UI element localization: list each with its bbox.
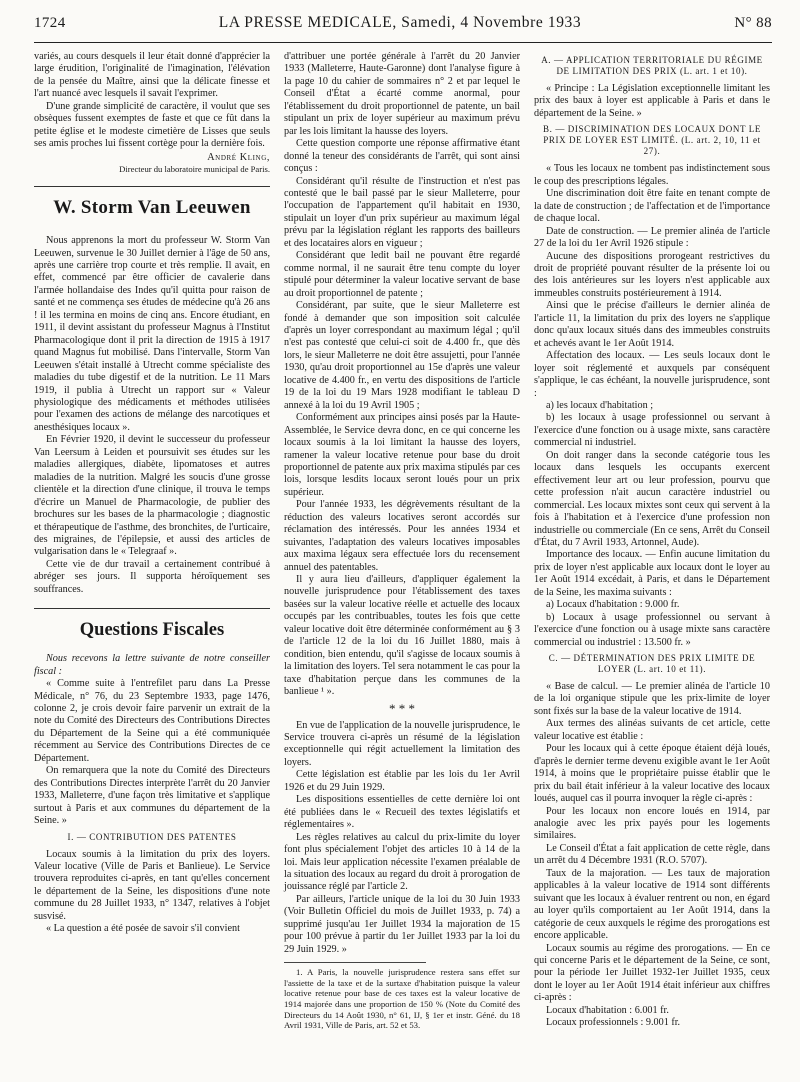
paragraph: Il y aura lieu d'ailleurs, d'appliquer également la nouvelle jurisprudence pour l'établissement des taxes basées sur la valeur locative réelle et actuelle des locaux occupés par les contribuables, toutes les fois que cette valeur locative doit être déterminée conformément au § 3 de l'article 12 de la loi du 16 Juillet 1880, mais à condition, bien entendu, qu'il s'agisse de locaux soumis à la limitation des loyers. Tel sera notamment le cas pour la taxe d'habitation perçue dans les communes de la banlieue ¹ ». bbox=[284, 574, 520, 698]
paragraph: Locaux professionnels : 9.001 fr. bbox=[546, 1017, 681, 1029]
paragraph: Conformément aux principes ainsi posés par la Haute-Assemblée, le Service devra donc, en ce qui concerne les locaux soumis à la loi limitant la hausse des loyers, ramener la valeur locative retenue pour base du droit proportionnel de patente aux prix maxima stipulés par ces lois, lorsque lesdits locaux seront loués pour un prix supérieur. bbox=[284, 412, 520, 498]
paragraph: Aucune des dispositions prorogeant restrictives du droit de propriété pouvant résulter de la présente loi ou des lois antérieures sur les loyers n'est applicable aux immeubles construits postérieurement à 1914. bbox=[534, 250, 770, 299]
paragraph: d'attribuer une portée générale à l'arrêt du 20 Janvier 1933 (Malleterre, Haute-Garonne) dont l'analyse figure à la page 10 du cahier de sommaires n° 2 et par lequel le Conseil d'État a écarté comme anormal, pour l'établissement du droit proportionnel de patente, un bail stipulant un prix de loyer supérieur au maximum prévu par les lois limitant la hausse des loyers. bbox=[284, 51, 520, 137]
journal-title: LA PRESSE MEDICALE, Samedi, 4 Novembre 1933 bbox=[218, 14, 582, 31]
paragraph: « Tous les locaux ne tombent pas indistinctement sous le coup des prescriptions légales. bbox=[534, 163, 770, 187]
divider bbox=[34, 608, 270, 609]
paragraph: Aux termes des alinéas suivants de cet article, cette valeur locative est établie : bbox=[534, 718, 770, 742]
column-2 bbox=[284, 51, 520, 1061]
obituary-title: W. Storm Van Leeuwen bbox=[53, 197, 251, 219]
divider bbox=[34, 186, 270, 187]
signature-name: André Kling, bbox=[207, 151, 270, 163]
paragraph: variés, au cours desquels il leur était donné d'apprécier la large érudition, l'originalité de l'imagination, l'élévation de la pensée du Maître, ainsi que la délicate finesse et l'art nuancé avec lesquels il savait l'exprimer. bbox=[34, 51, 270, 100]
fiscal-title: Questions Fiscales bbox=[79, 620, 225, 641]
paragraph: a) Locaux d'habitation : 9.000 fr. bbox=[546, 599, 680, 611]
paragraph: Pour l'année 1933, les dégrèvements résultant de la réduction des valeurs locatives seront accordés sur réclamation des intéressés. Pour les années 1934 et suivantes, l'adaptation des valeurs locatives imposables aux maxima légaux sera effectuée lors du recensement annuel des patentables. bbox=[284, 499, 520, 573]
paragraph: Locaux d'habitation : 6.001 fr. bbox=[546, 1004, 669, 1016]
paragraph: Considérant, par suite, que le sieur Malleterre est fondé à demander que son imposition soit calculée d'après un loyer correspondant au maximum légal ; qu'il n'est pas contesté que celui-ci soit de 4.400 fr., que dès lors, le sieur Malleterre ne doit être assujetti, pour l'année 1930, qu'au droit proportionnel au 15e d'après une valeur locative de 4.400 fr., en vertu des dispositions de l'article 19 de la loi du 19 Mars 1928 modifiant le tableau D annexé à la loi du 19 Avril 1905 ; bbox=[284, 300, 520, 411]
paragraph: « Base de calcul. — Le premier alinéa de l'article 10 de la loi organique stipule que les prix-limite de loyer sont fixés sur la base de la valeur locative de 1914. bbox=[534, 681, 770, 717]
column-3 bbox=[534, 51, 770, 1061]
column-1 bbox=[34, 51, 270, 1061]
paragraph: Locaux soumis au régime des prorogations. — En ce qui concerne Paris et le département de la Seine, ce sont, pour la période 1er Juillet 1932-1er Juillet 1935, ceux dont le loyer au 1er Août 1914 était inférieur aux chiffres ci-après : bbox=[534, 942, 770, 1004]
footnote: 1. A Paris, la nouvelle jurisprudence restera sans effet sur l'assiette de la taxe et de la surtaxe d'habitation puisque la valeur locative retenue pour base de ces taxes est la valeur locative de 1914 majorée dans une proportion de 150 % (Note du Comité des Directeurs du 14 Août 1930, n° 61, IJ, § 1er et instr. Géné. du 18 Avril 1931, Ville de Paris, art. 52 et 53. bbox=[284, 967, 520, 1031]
paragraph: Le Conseil d'État a fait application de cette règle, dans un arrêt du 4 Décembre 1931 (R.O. 5707). bbox=[534, 842, 770, 867]
paragraph: D'une grande simplicité de caractère, il voulut que ses obsèques fussent exemptes de faste et que ce fût dans la petite église et le modeste cimetière de Lisses que seuls ses amis proches lui fissent cortège pour la dernière fois. bbox=[34, 100, 270, 150]
paragraph: En Février 1920, il devint le successeur du professeur Van Leersum à Leiden et poursuivit ses études sur les maladies allergiques, diabète, lipomatoses et autres maladies de la nutrition. Malgré les soucis d'une grosse clientèle et la direction d'une clinique, il trouva le temps d'écrire un Manuel de Pharmacologie, de publier des brochures sur les bases de la pharmacologie ; diagnostic et thérapeutique de l'asthme, des bronchites, de l'urticaire, des migraines, de l'épilepsie, et aussi des articles de vulgarisation dans le « Telegraaf ». bbox=[34, 434, 270, 558]
paragraph: a) les locaux d'habitation ; bbox=[546, 399, 654, 411]
paragraph: « Comme suite à l'entrefilet paru dans La Presse Médicale, n° 76, du 23 Septembre 1933, page 1476, colonne 2, je crois devoir faire parvenir un extrait de la note du Comité des Directeurs des Contributions Directes du Département de la Seine qui a été communiquée récemment au Service des Contributions Directes de ce Département. bbox=[34, 678, 270, 764]
section-heading-c: C. — DÉTERMINATION DES PRIX LIMITE DE LOYER (L. art. 10 et 11). bbox=[548, 653, 756, 675]
paragraph: Une discrimination doit être faite en tenant compte de la date de construction ; de l'affectation et de l'importance de chaque local. bbox=[534, 188, 770, 225]
paragraph: Cette question comporte une réponse affirmative étant donné la teneur des considérants de l'arrêt, qui sont ainsi conçus : bbox=[284, 138, 520, 175]
paragraph: On remarquera que la note du Comité des Directeurs des Contributions Directes interprète l'arrêt du 20 Janvier 1933, Malleterre, d'une façon très limitative et s'applique surtout à Paris et aux communes du département de la Seine. » bbox=[34, 765, 270, 827]
paragraph bbox=[34, 653, 270, 678]
paragraph: Locaux soumis à la limitation du prix des loyers. Valeur locative (Ville de Paris et Banlieue). Le Service trouvera reproduites ci-après, en tant qu'elles concernent le département de la Seine, les dispositions d'une note commune du 28 Juillet 1933, n° 1347, relatives à l'objet susvisé. bbox=[34, 848, 270, 922]
paragraph: Affectation des locaux. — Les seuls locaux dont le loyer soit réglementé et auxquels par conséquent s'applique, le cas échéant, la nouvelle jurisprudence, sont : bbox=[534, 350, 770, 399]
asterism: * * * bbox=[389, 700, 415, 716]
issue-number: N° 88 bbox=[734, 15, 772, 31]
fiscal-intro: Nous recevons la lettre suivante de notre conseiller fiscal : bbox=[34, 653, 270, 677]
paragraph: Date de construction. — Le premier alinéa de l'article 27 de la loi du 1er Avril 1926 stipule : bbox=[534, 225, 770, 250]
page-header bbox=[34, 14, 772, 43]
paragraph: Les dispositions essentielles de cette dernière loi ont été publiées dans le « Recueil des textes législatifs et réglementaires ». bbox=[284, 794, 520, 831]
signature bbox=[34, 152, 270, 174]
paragraph: Cette vie de dur travail a certainement contribué à abréger ses jours. Il supporta héroïquement ses souffrances. bbox=[34, 558, 270, 595]
paragraph: Les règles relatives au calcul du prix-limite du loyer font plus spécialement l'objet des articles 10 à 14 de la loi. Mais leur application nécessite l'examen préalable de la situation des locaux au regard du droit à prorogation de jouissance réglé par l'article 2. bbox=[284, 831, 520, 893]
paragraph: Par ailleurs, l'article unique de la loi du 30 Juin 1933 (Voir Bulletin Officiel du mois de Juillet 1933, p. 74) a supprimé jusqu'au 1er Juillet 1934 la majoration de 15 pour 100 prévue à partir du 1er Juillet 1933 par la loi du 29 Juin 1929. » bbox=[284, 893, 520, 955]
page-number: 1724 bbox=[34, 15, 66, 31]
paragraph: « Principe : La Législation exceptionnelle limitant les prix des baux à loyer est applicable à Paris et dans le département de la Seine. » bbox=[534, 83, 770, 119]
section-heading-a: A. — APPLICATION TERRITORIALE DU RÉGIME DE LIMITATION DES PRIX (L. art. 1 et 10). bbox=[541, 55, 763, 76]
paragraph: Pour les locaux non encore loués en 1914, par analogie avec les prix payés pour les logements similaires. bbox=[534, 805, 770, 842]
columns bbox=[34, 51, 772, 1061]
section-heading: I. — CONTRIBUTION DES PATENTES bbox=[67, 831, 237, 842]
section-heading-b: B. — DISCRIMINATION DES LOCAUX DONT LE PRIX DE LOYER EST LIMITÉ. (L. art. 2, 10, 11 et 27). bbox=[543, 124, 761, 157]
paragraph: b) Locaux à usage professionnel ou servant à l'exercice d'une fonction ou à usage mixte sans caractère commercial ou industriel : 13.500 fr. » bbox=[534, 611, 770, 648]
paragraph: b) les locaux à usage professionnel ou servant à l'exercice d'une fonction ou à usage mixte, sans caractère commercial ni industriel. bbox=[534, 412, 770, 449]
paragraph: Taux de la majoration. — Les taux de majoration applicables à la valeur locative de 1914 sont différents suivant que les locaux à évaluer rentrent ou non, en égard au loyer qu'ils comportaient au 1er Août 1914, dans la catégorie de ceux auxquels le régime des prorogations est encore applicable. bbox=[534, 867, 770, 942]
footnote-divider bbox=[284, 962, 426, 963]
paragraph: Cette législation est établie par les lois du 1er Avril 1926 et du 29 Juin 1929. bbox=[284, 769, 520, 793]
paragraph: Importance des locaux. — Enfin aucune limitation du prix de loyer n'est applicable aux locaux dont le loyer au 1er Août 1914 excédait, à Paris, et dans le Département de la Seine, les maxima suivants : bbox=[534, 549, 770, 598]
paragraph: Considérant qu'il résulte de l'instruction et n'est pas contesté que le bail passé par le sieur Malleterre, pour l'occupation de l'appartement qu'il habitait en 1930, stipulait un loyer d'un prix supérieur au maximum légal prévu par la législation réglant les rapports des bailleurs et des locataires alors en vigueur ; bbox=[284, 175, 520, 249]
signature-role: Directeur du laboratoire municipal de Paris. bbox=[119, 164, 270, 175]
paragraph: Ainsi que le précise d'ailleurs le dernier alinéa de l'article 11, la limitation du prix des loyers ne s'applique donc qu'aux locaux situés dans des immeubles construits et achevés avant le 1er Août 1914. bbox=[534, 300, 770, 349]
paragraph: Nous apprenons la mort du professeur W. Storm Van Leeuwen, survenue le 30 Juillet dernier à l'âge de 50 ans, après une carrière trop courte et très remplie. Il avait, en effet, commencé par être officier de cavalerie dans l'armée hollandaise des Indes qu'il quitta pour raison de santé et ne commença ses études de médecine qu'à 26 ans ! il les termina en moins de cinq ans. Encore étudiant, en 1911, il devint assistant du professeur Magnus à l'Institut Pharmacologique dont il prit la direction de 1915 à 1917 quand Magnus fut mobilisé. Dans l'intervalle, Storm Van Leeuwen s'était installé à Utrecht comme spécialiste des maladies du tube digestif et de la nutrition. Le 11 Mars 1919, il publia à Utrecht un rapport sur « Valeur physiologique des médicaments et méthodes utilisées pour l'examen des actions de mélange des narcotiques et anesthésiques locaux ». bbox=[34, 235, 270, 433]
paragraph: Pour les locaux qui à cette époque étaient déjà loués, d'après le dernier terme devenu exigible avant le 1er Août 1914, à moins que le propriétaire puisse établir que le prix du bail était inférieur à la valeur locative des locaux loués, auquel cas il pourra invoquer la règle ci-après : bbox=[534, 743, 770, 805]
paragraph: On doit ranger dans la seconde catégorie tous les locaux dans lesquels les occupants exercent effectivement leur art ou leur profession, pourvu que cette profession n'ait aucun caractère industriel ou commercial. Les locaux mixtes sont ceux qui servent à la fois à l'habitation et à l'exercice d'une profession non industrielle ou commerciale (En ce sens, Arrêt du Conseil d'État, du 7 Avril 1933, Artonnel, Aude). bbox=[534, 449, 770, 548]
paragraph: Considérant que ledit bail ne pouvant être regardé comme normal, il ne saurait être tenu compte du loyer stipulé pour déterminer la valeur locative servant de base au droit proportionnel de patente ; bbox=[284, 250, 520, 299]
paragraph: « La question a été posée de savoir s'il convient bbox=[46, 923, 240, 935]
paragraph: En vue de l'application de la nouvelle jurisprudence, le Service trouvera ci-après un résumé de la législation exceptionnelle qui régit actuellement la limitation des loyers. bbox=[284, 719, 520, 768]
